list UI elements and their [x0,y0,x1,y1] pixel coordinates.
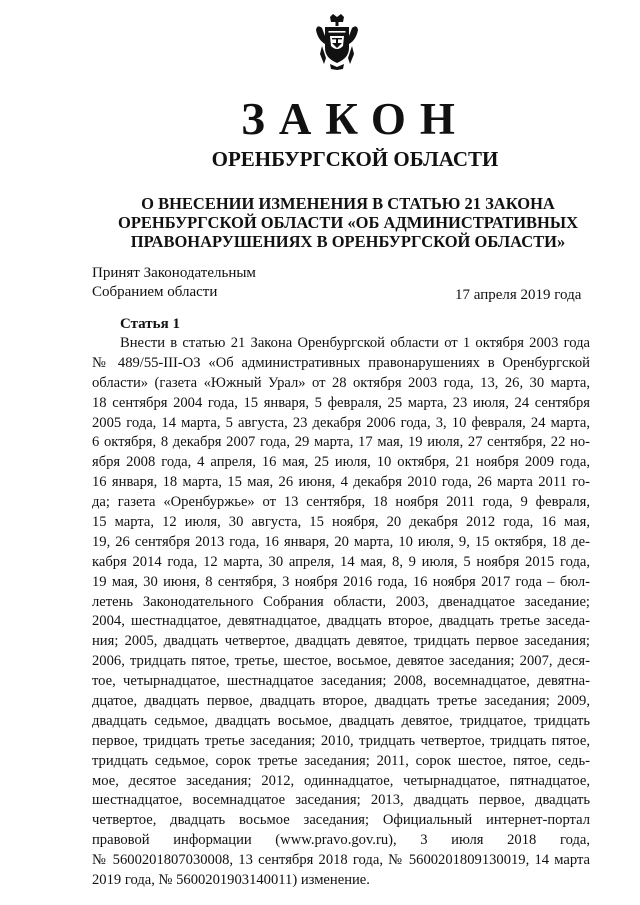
body-line: области» (газета «Южный Урал» от 28 октября 2003 года, 13, 26, 30 марта, [92,374,590,391]
adoption-line: Собранием области [92,284,218,300]
body-line: тридцать седьмое, сорок третье заседания; 2011, сорок шестое, пятое, седь- [92,752,590,769]
body-line: правовой информации (www.pravo.gov.ru), 3 июля 2018 года, [92,832,590,849]
body-line: 16 января, 18 марта, 15 мая, 26 июня, 4 декабря 2010 года, 26 марта 2011 го- [92,474,590,491]
body-line: да; газета «Оренбуржье» от 13 сентября, 18 ноября 2011 года, 9 февраля, [92,494,590,511]
body-line: 2005 года, 14 марта, 5 августа, 23 декабря 2006 года, 3, 10 февраля, 24 марта, [92,414,590,431]
body-line: летень Законодательного Собрания области, 2003, двенадцатое заседание; [92,593,590,610]
law-subject [110,194,586,251]
coat-of-arms-emblem [316,14,358,70]
body-line: первое, тридцать третье заседания; 2010, тридцать четвертое, тридцать пятое, [92,732,590,749]
subject-line: ОРЕНБУРГСКОЙ ОБЛАСТИ «ОБ АДМИНИСТРАТИВНЫХ [117,213,579,232]
body-line: мое, десятое заседания; 2012, одиннадцатое, четырнадцатое, пятнадцатое, [92,772,590,789]
body-line: 6 октября, 8 декабря 2007 года, 29 марта, 17 мая, 19 июля, 27 сентября, 22 но- [92,434,590,451]
law-title: ЗАКОН [241,94,469,144]
subject-line: О ВНЕСЕНИИ ИЗМЕНЕНИЯ В СТАТЬЮ 21 ЗАКОНА [141,194,555,213]
body-line: дцатое, двадцать первое, двадцать второе, двадцать третье заседания; 2009, [92,693,590,710]
body-line: четвертое, двадцать восьмое заседания; Официальный интернет-портал [92,812,590,829]
adoption-statement [92,264,256,302]
body-line: 19, 26 сентября 2013 года, 16 января, 20 марта, 10 июля, 9, 15 октября, 18 де- [92,533,590,550]
body-line: 15 марта, 12 июля, 30 августа, 15 ноября, 20 декабря 2012 года, 16 мая, [92,514,590,531]
subject-line: ПРАВОНАРУШЕНИЯХ В ОРЕНБУРГСКОЙ ОБЛАСТИ» [130,232,566,251]
body-line: кабря 2014 года, 12 марта, 30 апреля, 14 мая, 8, 9 июля, 5 ноября 2015 года, [92,553,590,570]
article-body [92,334,590,891]
body-line: № 489/55-III-ОЗ «Об административных правонарушениях в Оренбургской [92,354,590,371]
body-line: 2004, шестнадцатое, девятнадцатое, двадцать второе, двадцать третье заседа- [92,613,590,630]
body-line: 19 мая, 30 июня, 8 сентября, 3 ноября 2016 года, 16 ноября 2017 года – бюл- [92,573,590,590]
adoption-line: Принят Законодательным [92,265,256,281]
body-line: тое, четырнадцатое, шестнадцатое заседания; 2008, восемнадцатое, девятна- [92,673,590,690]
body-line: шестнадцатое, восемнадцатое заседания; 2013, двадцать первое, двадцать [92,792,590,809]
article-heading: Статья 1 [120,316,180,332]
body-line: ния; 2005, двадцать четвертое, двадцать девятое, тридцать первое заседания; [92,633,590,650]
body-line: 18 сентября 2004 года, 15 января, 5 февраля, 25 марта, 23 июля, 24 сентября [92,394,590,411]
body-line: двадцать седьмое, двадцать восьмое, двадцать девятое, тридцатое, тридцать [92,712,590,729]
body-line: ября 2008 года, 4 апреля, 16 мая, 25 июля, 10 октября, 21 ноября 2009 года, [92,454,590,471]
body-line: № 5600201807030008, 13 сентября 2018 года, № 5600201809130019, 14 марта [92,852,590,869]
adoption-date: 17 апреля 2019 года [455,287,582,303]
body-line: 2019 года, № 5600201903140011) изменение. [92,872,370,889]
body-line: Внести в статью 21 Закона Оренбургской области от 1 октября 2003 года [120,335,590,351]
region-name: ОРЕНБУРГСКОЙ ОБЛАСТИ [211,147,499,171]
body-line: 2006, тридцать пятое, третье, шестое, восьмое, девятое заседания; 2007, деся- [92,653,590,670]
